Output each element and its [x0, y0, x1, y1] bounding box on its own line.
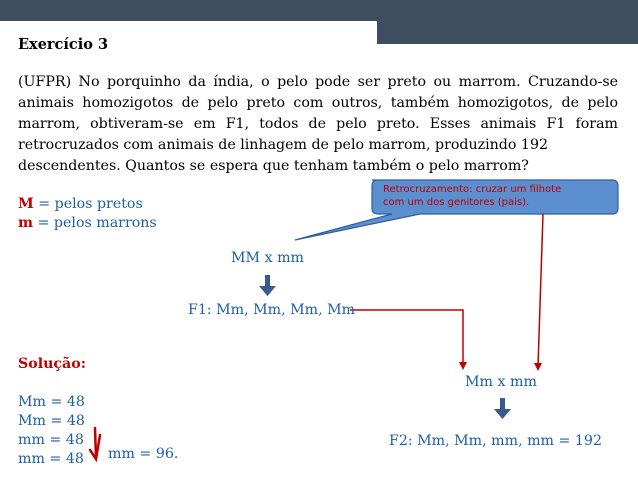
- connector-line: [350, 310, 463, 366]
- callout-pointer-arrowhead-icon: [534, 363, 542, 371]
- solution-line: Mm = 48: [18, 394, 85, 410]
- solution-line: mm = 48: [18, 451, 84, 467]
- legend-recessive: [18, 215, 157, 231]
- down-arrow-f2-icon: [494, 398, 511, 419]
- legend-M-text: = pelos pretos: [33, 196, 143, 212]
- backcross: Mm x mm: [465, 374, 537, 390]
- sum-arrow-icon: [90, 428, 100, 459]
- connector-arrowhead-icon: [459, 362, 467, 370]
- legend-M-symbol: M: [18, 196, 34, 212]
- callout-text: Retrocruzamento: cruzar um filhote com um dos genitores (pais).: [383, 184, 562, 208]
- problem-text-last: descendentes. Quantos se espera que tenham também o pelo marrom?: [18, 158, 529, 174]
- solution-line: Mm = 48: [18, 413, 85, 429]
- legend-dominant: [18, 196, 143, 212]
- solution-line: mm = 48: [18, 432, 84, 448]
- f1-result: F1: Mm, Mm, Mm, Mm: [188, 302, 356, 318]
- exercise-title: Exercício 3: [18, 36, 109, 53]
- callout-pointer-line: [538, 214, 543, 366]
- legend-m-text: = pelos marrons: [33, 215, 157, 231]
- legend-m-symbol: m: [18, 215, 34, 231]
- solution-label: Solução:: [18, 356, 86, 372]
- down-arrow-f1-icon: [259, 275, 276, 296]
- parental-cross: MM x mm: [231, 250, 304, 266]
- solution-sum: mm = 96.: [108, 446, 179, 462]
- f2-result: F2: Mm, Mm, mm, mm = 192: [389, 433, 602, 449]
- problem-text: (UFPR) No porquinho da índia, o pelo pode ser preto ou marrom. Cruzando-se animais homozigotos de pelo preto com outros, também homozigotos, de pelo marrom, obtiveram-se em F1, todos de pelo preto. Esses animais F1 foram retrocruzados com animais de linhagem de pelo marrom, produzindo 192: [18, 74, 618, 153]
